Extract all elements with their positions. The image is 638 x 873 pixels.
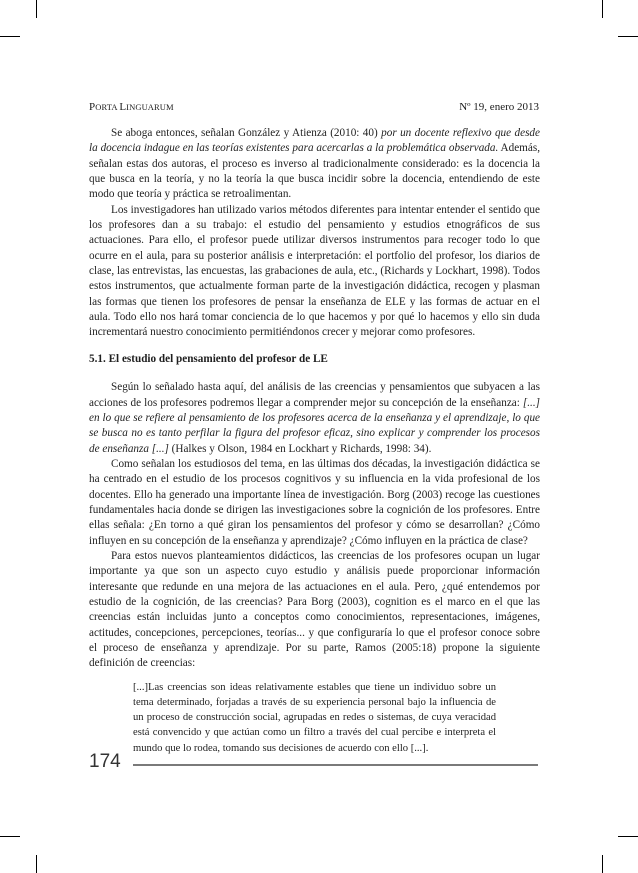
crop-mark-top-right-vertical <box>602 0 603 18</box>
issue-info: Nº 19, enero 2013 <box>459 101 539 113</box>
paragraph-1 <box>89 126 540 203</box>
paragraph-1-text-b: Además, señalan estas dos autoras, el proceso es inverso al tradicionalmente considerado: es la docencia la que busca en la teoría, y no la teoría la que busca incidir sobre la docencia, entendiendo de este modo que teoría y práctica se retroalimentan. <box>89 142 540 201</box>
crop-mark-top-left-horizontal <box>0 36 20 37</box>
crop-mark-bottom-right-horizontal <box>618 836 638 837</box>
crop-mark-bottom-right-vertical <box>602 855 603 873</box>
paragraph-3-italic: [...] en lo que se refiere al pensamiento de los profesores acerca de la enseñanza y el aprendizaje, lo que se busca no es tanto perfilar la figura del profesor eficaz, sino explicar y comprender los procesos de enseñanza [...] <box>89 396 540 455</box>
paragraph-3 <box>89 380 540 457</box>
paragraph-3-text-b: (Halkes y Olson, 1984 en Lockhart y Richards, 1998: 34). <box>168 442 432 455</box>
crop-mark-bottom-left-vertical <box>36 855 37 873</box>
journal-smallcaps-2: INGUARUM <box>126 102 174 112</box>
article-body <box>89 126 540 756</box>
journal-initial-l: L <box>119 101 127 113</box>
journal-initial-p: P <box>89 101 96 113</box>
journal-smallcaps-1: ORTA <box>95 102 120 112</box>
crop-mark-bottom-left-horizontal <box>0 836 20 837</box>
paragraph-5: Para estos nuevos planteamientos didácticos, las creencias de los profesores ocupan un lugar importante ya que son un aspecto cuyo estudio y análisis puede proporcionar información interesante que redunde en una mejora de las actuaciones en el aula. Pero, ¿qué entendemos por estudio de la cognición, de las creencias? Para Borg (2003), cognition es el marco en el que las creencias están incluidas junto a conceptos como conocimientos, representaciones, imágenes, actitudes, concepciones, percepciones, teorías... y que configuraría lo que el profesor conoce sobre el proceso de enseñanza y aprendizaje. Por su parte, Ramos (2005:18) propone la siguiente definición de creencias: <box>89 549 540 670</box>
block-quote: [...]Las creencias son ideas relativamente estables que tiene un individuo sobre un tema determinado, forjadas a través de su experiencia personal bajo la influencia de un proceso de construcción social, agrupadas en redes o sistemas, de cuya veracidad está convencido y que actúan como un filtro a través del cual percibe e interpreta el mundo que lo rodea, tomando sus decisiones de acuerdo con ello [...]. <box>133 681 496 754</box>
crop-mark-top-left-vertical <box>36 0 37 18</box>
footer-rule <box>133 764 538 766</box>
page-number: 174 <box>89 751 121 772</box>
journal-name <box>89 101 174 113</box>
crop-mark-top-right-horizontal <box>618 36 638 37</box>
paragraph-1-italic: por un docente reflexivo que desde la docencia indague en las teorías existentes para acercarlas a la problemática observada. <box>89 127 540 155</box>
section-heading: 5.1. El estudio del pensamiento del profesor de LE <box>89 352 328 365</box>
paragraph-2: Los investigadores han utilizado varios métodos diferentes para intentar entender el sentido que los profesores dan a su trabajo: el estudio del pensamiento y estudios etnográficos de sus actuaciones. Para ello, el profesor puede utilizar diversos instrumentos para recoger todo lo que ocurre en el aula, para su posterior análisis e interpretación: el portfolio del profesor, los diarios de clase, las entrevistas, las encuestas, las grabaciones de aula, etc., (Richards y Lockhart, 1998). Todos estos instrumentos, que actualmente forman parte de la investigación didáctica, recogen y plasman las formas que tienen los profesores de pensar la enseñanza de ELE y las formas de actuar en el aula. Todo ello nos hará tomar conciencia de lo que hacemos y por qué lo hacemos y ello sin duda incrementará nuestro conocimiento permitiéndonos crecer y mejorar como profesores. <box>89 203 540 339</box>
paragraph-1-text-a: Se aboga entonces, señalan González y Atienza (2010: 40) <box>111 127 382 139</box>
running-header <box>89 101 539 115</box>
paragraph-4: Como señalan los estudiosos del tema, en las últimas dos décadas, la investigación didáctica se ha centrado en el estudio de los procesos cognitivos y su influencia en la vida profesional de los docentes. Ello ha generado una importante línea de investigación. Borg (2003) recoge las cuestiones fundamentales hacia donde se dirigen las investigaciones sobre la cognición de los profesores. Entre ellas señala: ¿En torno a qué giran los pensamientos del profesor y cómo se desarrollan? ¿Cómo influyen en su concepción de la enseñanza y aprendizaje? ¿Cómo influyen en la práctica de clase? <box>89 457 540 547</box>
paragraph-3-text-a: Según lo señalado hasta aquí, del análisis de las creencias y pensamientos que subyacen a las acciones de los profesores podremos llegar a comprender mejor su concepción de la enseñanza: <box>89 381 540 409</box>
